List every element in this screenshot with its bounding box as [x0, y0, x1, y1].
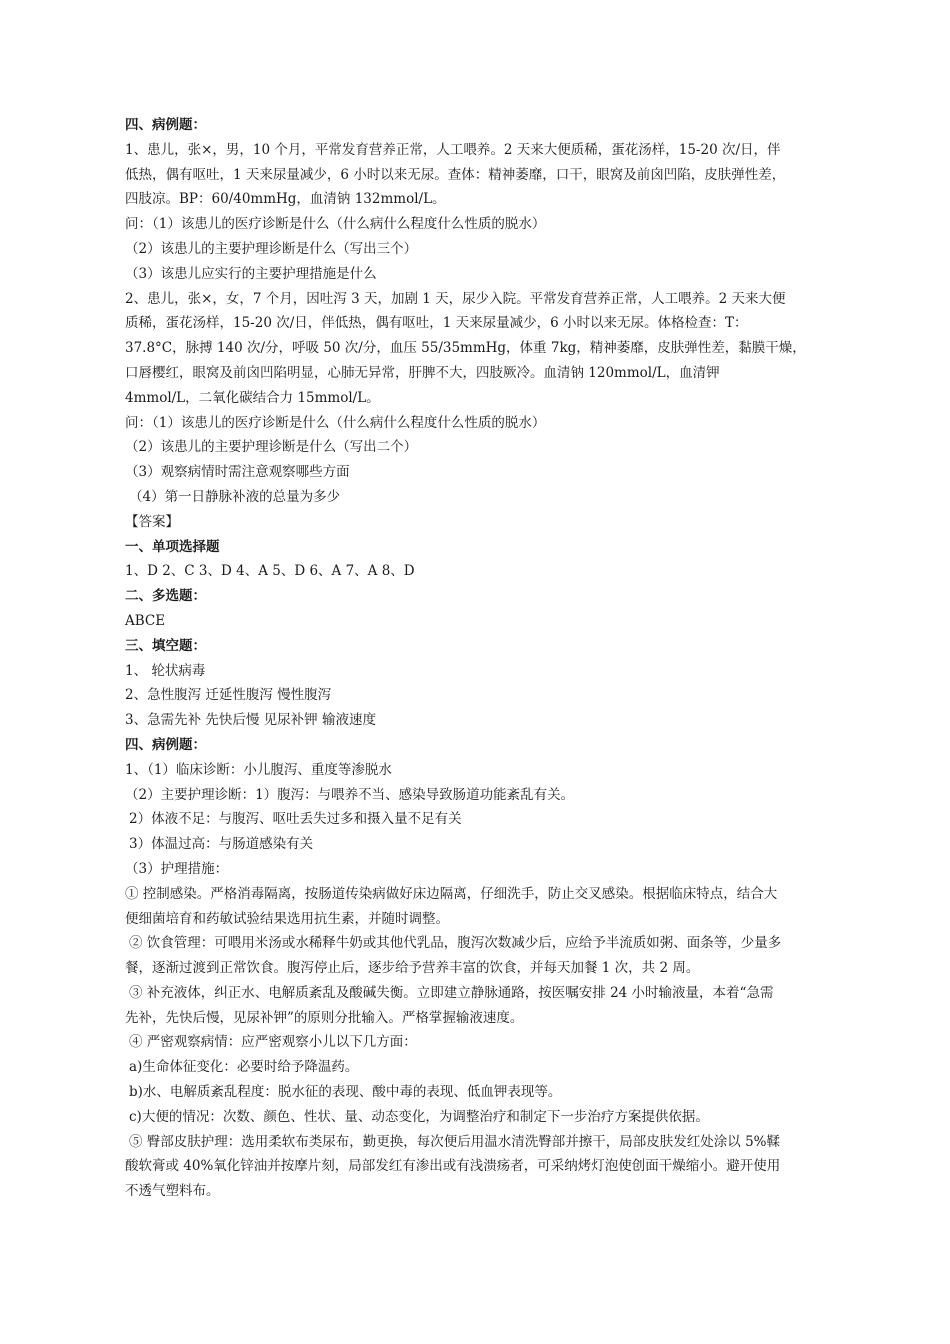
- text-line: ABCE: [125, 612, 166, 629]
- text-line: 1、患儿，张×，男，10 个月，平常发育营养正常，人工喂养。2 天来大便质稀，蛋花汤样，15-20 次/日，伴: [125, 141, 781, 158]
- text-line: 便细菌培育和药敏试验结果选用抗生素，并随时调整。: [125, 910, 449, 927]
- text-line: 餐，逐渐过渡到正常饮食。腹泻停止后，逐步给予营养丰富的饮食，并每天加餐 1 次，共 2 周。: [125, 960, 700, 977]
- text-line: ② 饮食管理：可喂用米汤或水稀释牛奶或其他代乳品，腹泻次数减少后，应给予半流质如粥、面条等，少量多: [129, 935, 782, 952]
- text-line: 2、急性腹泻 迁延性腹泻 慢性腹泻: [125, 687, 332, 704]
- text-line: c)大便的情况：次数、颜色、性状、量、动态变化，为调整治疗和制定下一步治疗方案提供依据。: [129, 1108, 709, 1125]
- section-heading: 一、单项选择题: [125, 538, 220, 555]
- text-line: 口唇樱红，眼窝及前囟凹陷明显，心肺无异常，肝脾不大，四肢厥冷。血清钠 120mmol/L，血清钾: [125, 364, 720, 381]
- text-line: （2）该患儿的主要护理诊断是什么（写出三个）: [125, 240, 418, 257]
- text-line: b)水、电解质紊乱程度：脱水征的表现、酸中毒的表现、低血钾表现等。: [129, 1084, 562, 1101]
- text-line: 问：（1）该患儿的医疗诊断是什么（什么病什么程度什么性质的脱水）: [125, 216, 546, 233]
- text-line: ④ 严密观察病情：应严密观察小儿以下几方面：: [129, 1034, 417, 1051]
- section-heading: 四、病例题：: [125, 117, 206, 133]
- text-line: （3）观察病情时需注意观察哪些方面: [125, 464, 350, 481]
- text-line: （3）该患儿应实行的主要护理措施是什么: [125, 265, 377, 282]
- text-line: 低热，偶有呕吐，1 天来尿量减少，6 小时以来无尿。查体：精神萎靡，口干，眼窝及前囟凹陷，皮肤弹性差，: [125, 166, 786, 183]
- section-heading: 三、填空题：: [125, 637, 206, 654]
- text-line: 3）体温过高：与肠道感染有关: [129, 836, 314, 853]
- text-line: 4mmol/L，二氧化碳结合力 15mmol/L。: [125, 389, 380, 406]
- text-line: （4）第一日静脉补液的总量为多少: [129, 488, 341, 505]
- text-line: 酸软膏或 40%氧化锌油并按摩片刻，局部发红有渗出或有浅溃疡者，可采纳烤灯泡使创面干燥缩小。避开使用: [125, 1158, 781, 1175]
- text-line: 先补，先快后慢，见尿补钾”的原则分批输入。严格掌握输液速度。: [125, 1009, 524, 1026]
- text-line: （2）该患儿的主要护理诊断是什么（写出二个）: [125, 439, 418, 456]
- text-line: 3、急需先补 先快后慢 见尿补钾 输液速度: [125, 712, 376, 729]
- text-line: 2）体液不足：与腹泻、呕吐丢失过多和摄入量不足有关: [129, 811, 462, 828]
- text-line: 1、（1）临床诊断：小儿腹泻、重度等渗脱水: [125, 761, 392, 778]
- text-line: 四肢凉。BP：60/40mmHg，血清钠 132mmol/L。: [125, 191, 446, 208]
- text-line: 不透气塑料布。: [125, 1183, 220, 1200]
- text-line: （3）护理措施：: [125, 860, 229, 877]
- text-line: ⑤ 臀部皮肤护理：选用柔软布类尿布，勤更换，每次便后用温水清洗臀部并擦干，局部皮肤发红处涂以 5%鞣: [129, 1133, 780, 1150]
- text-line: 质稀，蛋花汤样，15-20 次/日，伴低热，偶有呕吐，1 天来尿量减少，6 小时以来无尿。体格检查：T：: [125, 315, 748, 332]
- text-line: ① 控制感染。严格消毒隔离，按肠道传染病做好床边隔离，仔细洗手，防止交叉感染。根据临床特点，结合大: [125, 885, 778, 902]
- text-line: 问：（1）该患儿的医疗诊断是什么（什么病什么程度什么性质的脱水）: [125, 414, 546, 431]
- text-line: 2、患儿，张×，女，7 个月，因吐泻 3 天，加剧 1 天，尿少入院。平常发育营养正常，人工喂养。2 天来大便: [125, 290, 786, 307]
- text-line: 1、 轮状病毒: [125, 662, 206, 679]
- text-line: 37.8°C，脉搏 140 次/分，呼吸 50 次/分，血压 55/35mmHg，体重 7kg，精神萎靡，皮肤弹性差，黏膜干燥，: [125, 340, 806, 357]
- text-line: a)生命体征变化：必要时给予降温药。: [129, 1059, 359, 1076]
- section-heading: 二、多选题：: [125, 588, 206, 605]
- text-line: 1、D 2、C 3、D 4、A 5、D 6、A 7、A 8、D: [125, 563, 415, 580]
- text-line: （2）主要护理诊断：1）腹泻：与喂养不当、感染导致肠道功能紊乱有关。: [125, 786, 575, 803]
- section-heading: 四、病例题：: [125, 736, 206, 753]
- text-line: 【答案】: [125, 513, 179, 530]
- document-body: [125, 113, 830, 1204]
- text-line: ③ 补充液体，纠正水、电解质紊乱及酸碱失衡。立即建立静脉通路，按医嘱安排 24 小时输液量，本着“急需: [129, 984, 774, 1001]
